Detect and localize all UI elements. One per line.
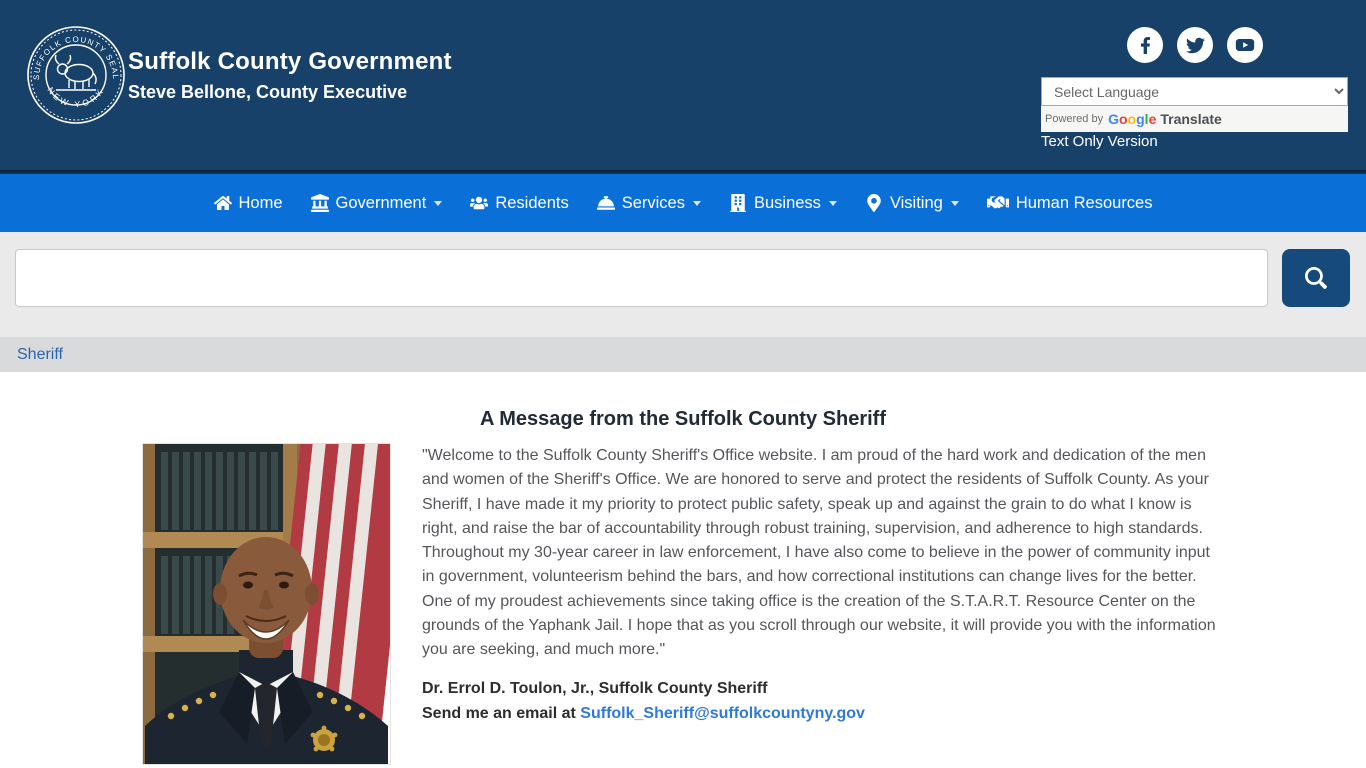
google-translate-attribution — [1041, 106, 1348, 132]
visiting-map-marker-icon — [865, 194, 883, 212]
search-input[interactable] — [15, 249, 1268, 307]
page-title: A Message from the Suffolk County Sheriff — [480, 408, 886, 430]
seal-bottom-text: NEW YORK — [45, 85, 107, 110]
seal-bull-illustration — [55, 55, 96, 90]
sheriff-name: Dr. Errol D. Toulon, Jr., Suffolk County Sheriff — [422, 679, 768, 697]
home-icon — [214, 194, 232, 212]
google-logo: Google — [1108, 111, 1157, 127]
nav-government[interactable]: Government — [297, 194, 457, 213]
svg-text:NEW YORK — [46, 85, 107, 109]
search-section — [0, 232, 1366, 337]
services-bell-icon — [597, 194, 615, 212]
nav-visiting[interactable]: Visiting — [851, 194, 973, 213]
email-prefix: Send me an email at — [422, 704, 576, 722]
site-subtitle: Steve Bellone, County Executive — [128, 82, 408, 102]
nav-home[interactable]: Home — [200, 194, 297, 213]
breadcrumb — [0, 337, 1366, 372]
breadcrumb-sheriff-link[interactable]: Sheriff — [17, 345, 63, 363]
sheriff-portrait-photo — [143, 444, 390, 764]
social-links — [1127, 27, 1263, 63]
search-button[interactable] — [1282, 249, 1350, 307]
site-header — [0, 0, 1366, 170]
site-title: Suffolk County Government — [128, 48, 452, 75]
message-column — [422, 444, 1223, 764]
facebook-icon[interactable] — [1127, 27, 1163, 63]
chevron-down-icon — [434, 201, 442, 206]
seal-top-text: SUFFOLK COUNTY SEAL — [31, 34, 121, 81]
email-line — [422, 705, 1223, 723]
chevron-down-icon — [693, 201, 701, 206]
sheriff-message: "Welcome to the Suffolk County Sheriff's Office website. I am proud of the hard work and dedication of the men and women of the Sheriff's Office. We are honored to serve and protect the residents of Suffolk County. As your Sheriff, I have made it my priority to protect public safety, speak up and against the grain to do what I know is right, and raise the bar of accountability through robust training, supervision, and adherence to high standards. Throughout my 30-year career in law enforcement, I have also come to believe in the power of community input in government, volunteerism behind the bars, and how correctional institutions can change lives for the better. One of my proudest achievements since taking office is the creation of the S.T.A.R.T. Resource Center on the grounds of the Yaphank Jail. I hope that as you scroll through our website, it will provide you with the information you are seeking, and much more." — [422, 447, 1216, 659]
sheriff-email-link[interactable]: Suffolk_Sheriff@suffolkcountyny.gov — [580, 704, 865, 722]
chevron-down-icon — [829, 201, 837, 206]
nav-residents[interactable]: Residents — [456, 194, 582, 213]
translate-label: Translate — [1160, 111, 1222, 127]
main-navigation — [0, 174, 1366, 232]
search-icon — [1305, 267, 1327, 289]
county-seal-logo — [26, 23, 126, 127]
business-building-icon — [729, 194, 747, 212]
nav-human-resources[interactable]: Human Resources — [973, 194, 1167, 213]
language-select[interactable] — [1041, 77, 1348, 106]
text-only-version-link[interactable]: Text Only Version — [1041, 133, 1158, 150]
residents-users-icon — [470, 194, 488, 212]
nav-business[interactable]: Business — [715, 194, 851, 213]
youtube-icon[interactable] — [1227, 27, 1263, 63]
chevron-down-icon — [951, 201, 959, 206]
site-identity — [128, 48, 452, 103]
government-landmark-icon — [311, 194, 329, 212]
twitter-icon[interactable] — [1177, 27, 1213, 63]
powered-by-label: Powered by — [1045, 113, 1104, 125]
human-resources-handshake-icon — [987, 194, 1009, 212]
main-content — [0, 372, 1366, 764]
nav-services[interactable]: Services — [583, 194, 715, 213]
